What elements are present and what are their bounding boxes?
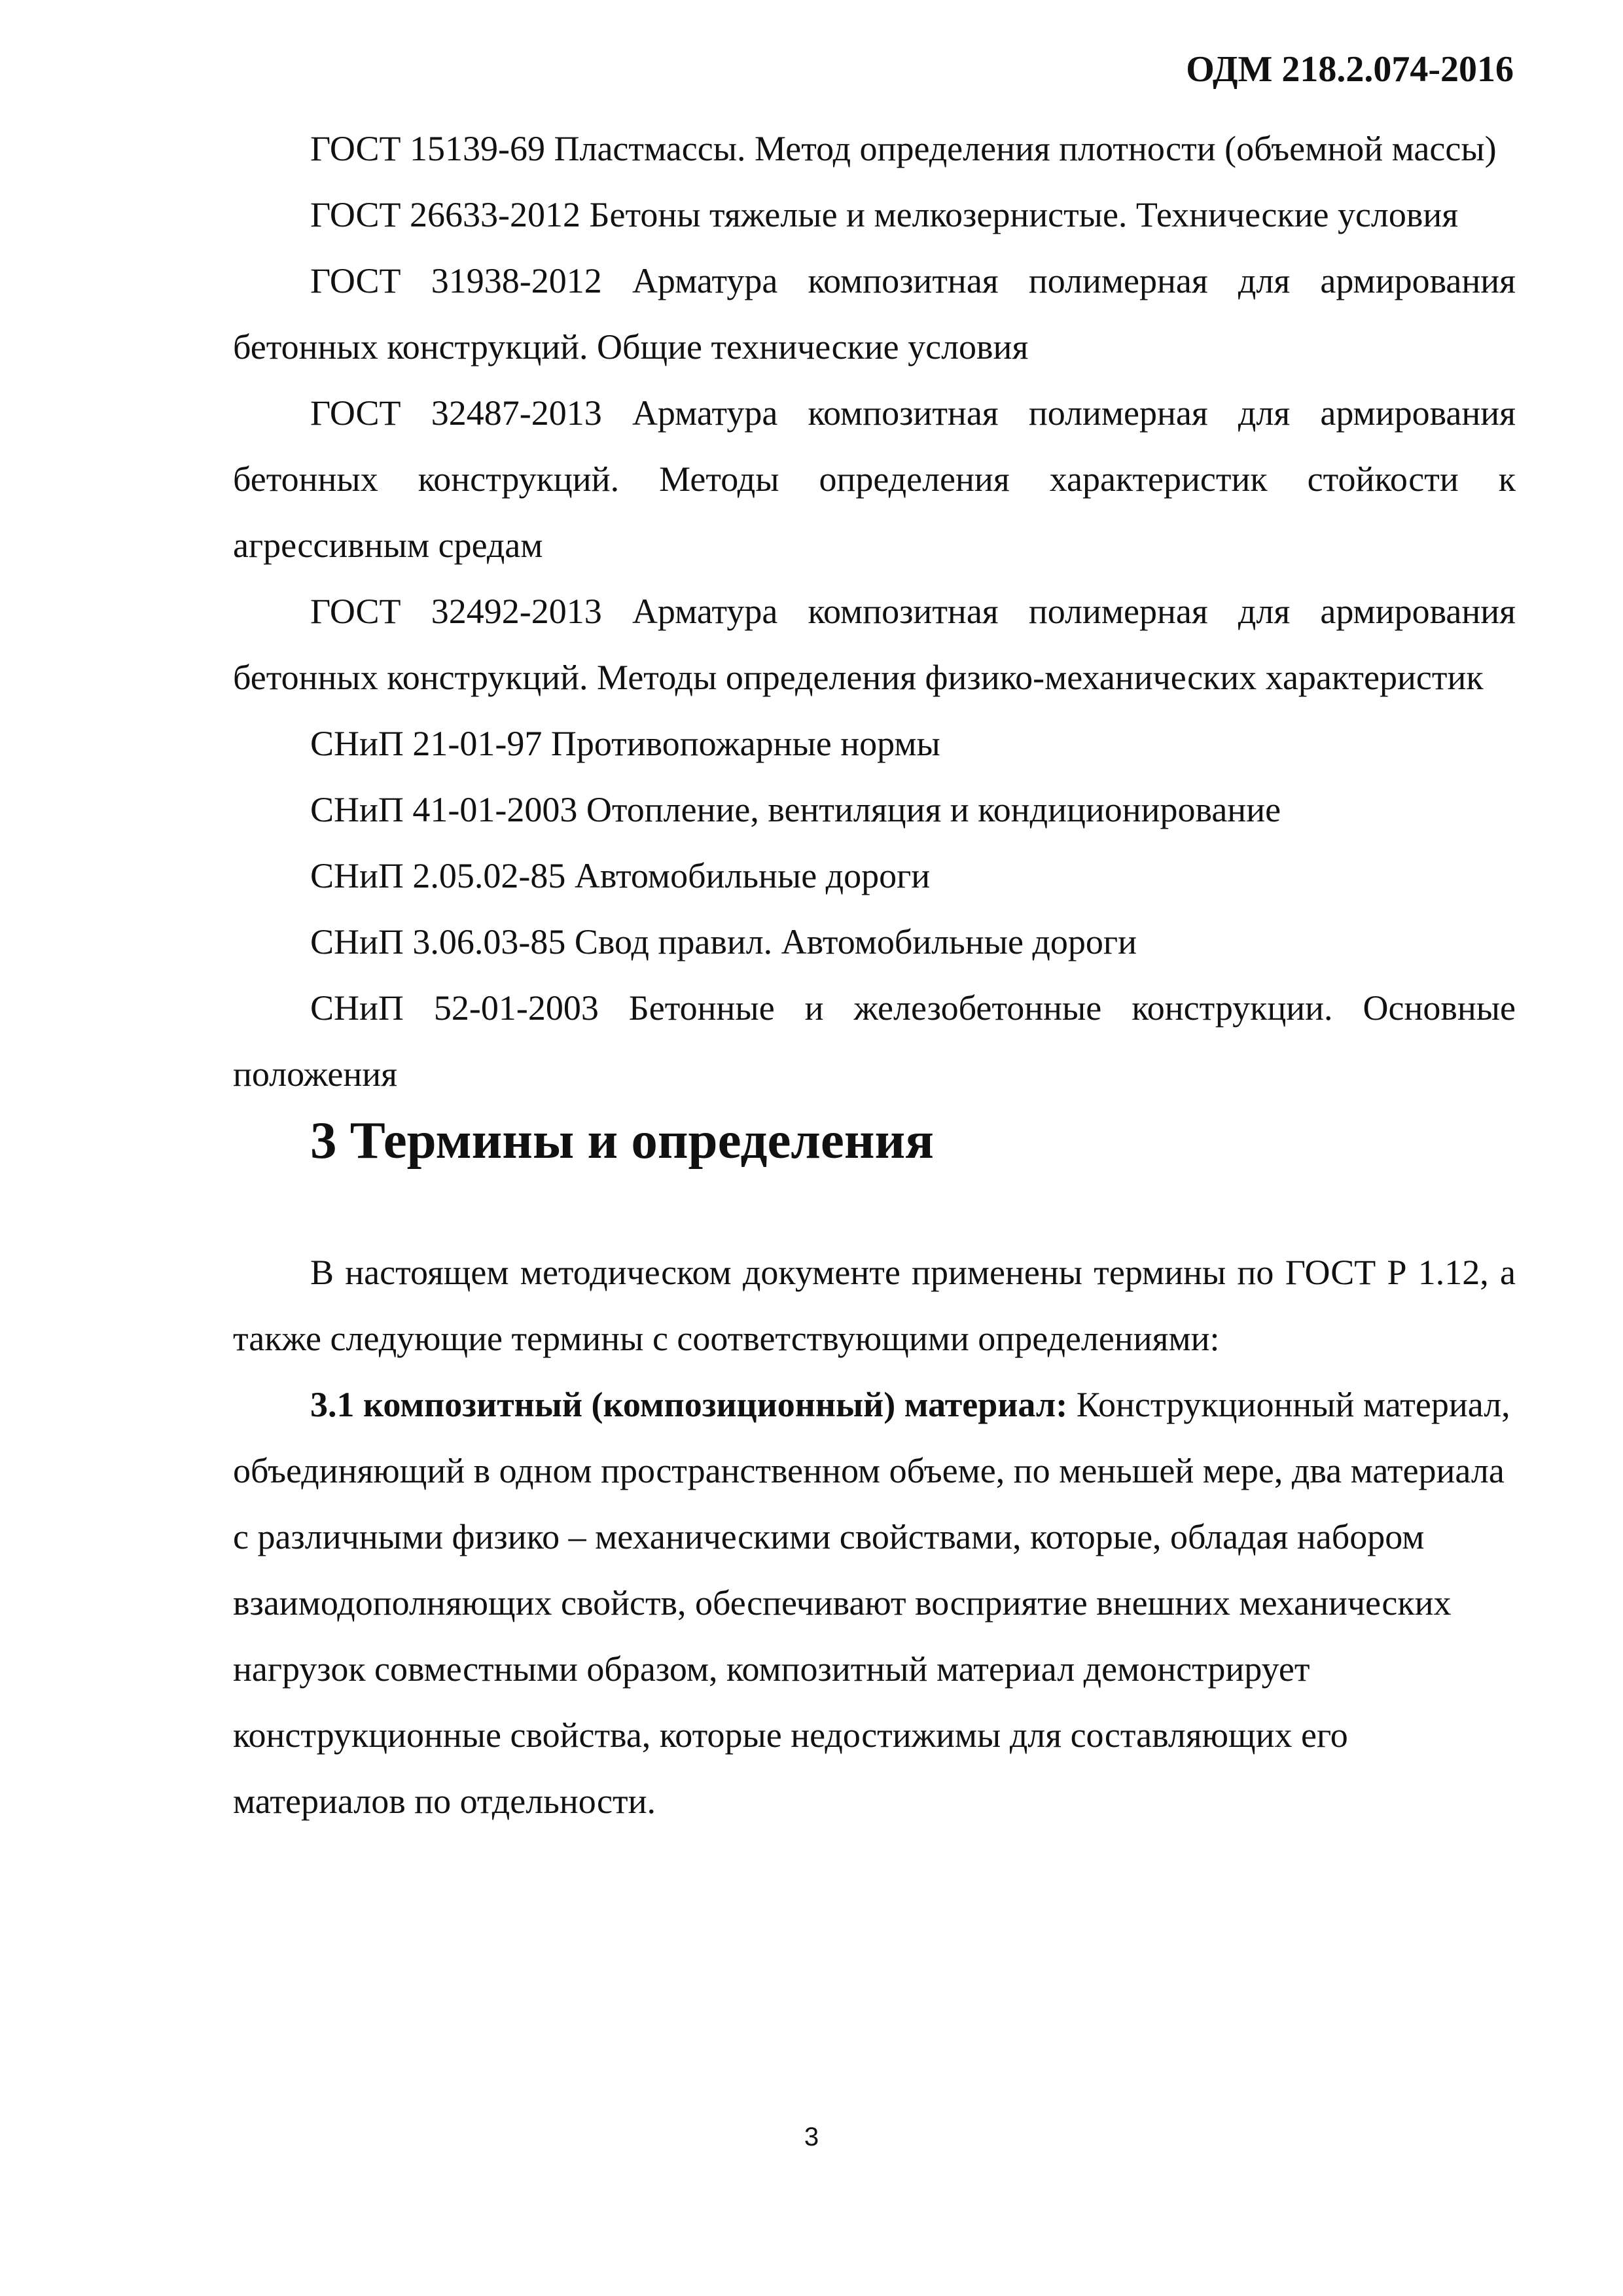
document-body <box>233 116 1516 1835</box>
reference-snip-52-01: СНиП 52-01-2003 Бетонные и железобетонные конструкции. Основные положения <box>233 988 1516 1094</box>
section-intro: В настоящем методическом документе применены термины по ГОСТ Р 1.12, а также следующие термины с соответствующими определениями: <box>233 1253 1516 1358</box>
reference-gost-31938: ГОСТ 31938-2012 Арматура композитная полимерная для армирования бетонных конструкций. Общие технические условия <box>233 261 1516 367</box>
reference-gost-15139: ГОСТ 15139-69 Пластмассы. Метод определения плотности (объемной массы) <box>310 129 1497 168</box>
term-label: 3.1 композитный (композиционный) материал: <box>310 1385 1068 1424</box>
reference-gost-26633: ГОСТ 26633-2012 Бетоны тяжелые и мелкозернистые. Технические условия <box>310 195 1459 234</box>
reference-snip-2-05-02: СНиП 2.05.02-85 Автомобильные дороги <box>310 856 931 895</box>
reference-gost-32487: ГОСТ 32487-2013 Арматура композитная полимерная для армирования бетонных конструкций. Методы определения характеристик стойкости к агрессивным средам <box>233 393 1516 565</box>
reference-snip-41-01: СНиП 41-01-2003 Отопление, вентиляция и кондиционирование <box>310 790 1281 829</box>
reference-snip-3-06-03: СНиП 3.06.03-85 Свод правил. Автомобильные дороги <box>310 922 1137 961</box>
section-heading: 3 Термины и определения <box>310 1111 934 1170</box>
term-definition: Конструкционный материал, объединяющий в одном пространственном объеме, по меньшей мере, два материала с различными физико – механическими свойствами, которые, обладая набором взаимодополняющих свойств, обеспечивают восприятие внешних механических нагрузок совместными образом, композитный материал демонстрирует конструкционные свойства, которые недостижимы для составляющих его материалов по отдельности. <box>233 1385 1510 1821</box>
reference-snip-21-01: СНиП 21-01-97 Противопожарные нормы <box>310 724 940 763</box>
reference-gost-32492: ГОСТ 32492-2013 Арматура композитная полимерная для армирования бетонных конструкций. Методы определения физико-механических характеристик <box>233 592 1516 697</box>
page-number: 3 <box>804 2123 819 2151</box>
term-definition-paragraph <box>233 1372 1516 1835</box>
document-code: ОДМ 218.2.074-2016 <box>1186 49 1514 90</box>
